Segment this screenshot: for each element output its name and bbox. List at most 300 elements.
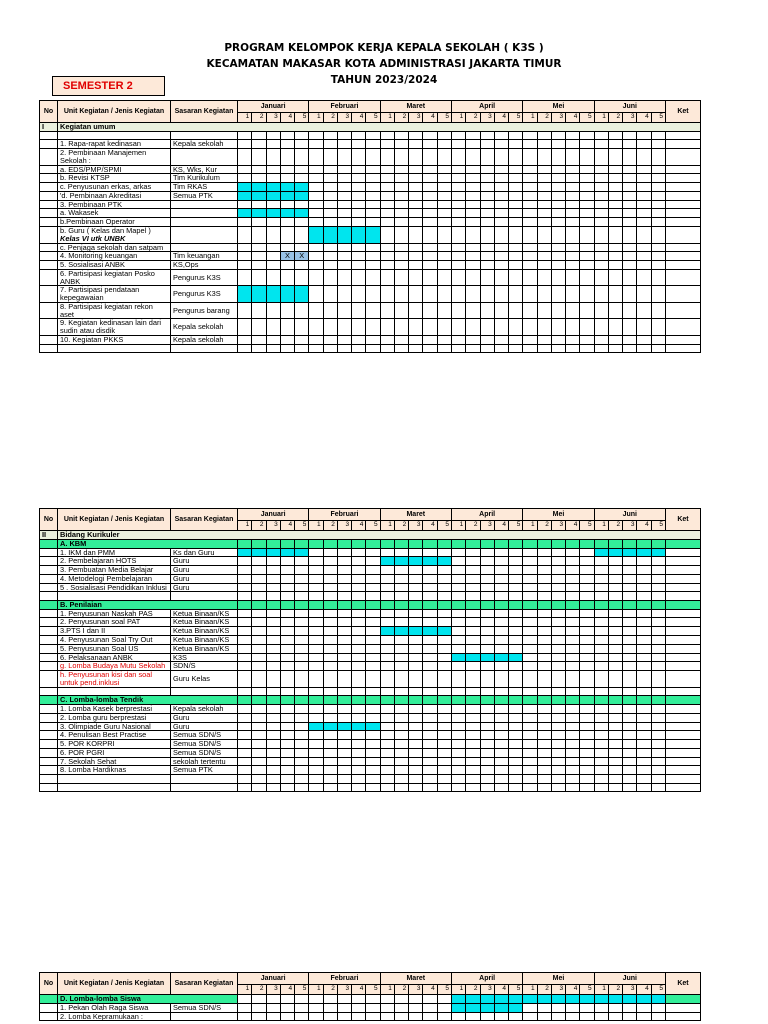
week-cell [238,183,252,192]
activity-target [171,209,238,218]
week-cell [380,557,394,566]
week-cell [651,644,665,653]
week-cell [266,574,280,583]
week-cell [380,671,394,688]
week-cell [337,671,351,688]
week-cell [309,995,323,1004]
week-cell [637,704,651,713]
week-cell [380,149,394,166]
header-week: 1 [309,521,323,531]
cell-no [40,183,58,192]
week-cell [380,269,394,286]
activity-label [58,740,171,749]
week-cell [637,713,651,722]
week-cell [323,252,337,261]
empty-cell [566,775,580,784]
week-cell [523,574,537,583]
cell-no [40,200,58,209]
activity-target: Tim RKAS [171,183,238,192]
week-cell [651,740,665,749]
week-cell [623,671,637,688]
week-cell [409,731,423,740]
empty-cell [40,592,58,601]
week-cell [637,243,651,252]
activity-label [58,218,171,227]
empty-cell [537,592,551,601]
table-row [40,261,701,270]
week-cell [651,748,665,757]
week-cell [337,243,351,252]
week-cell [594,286,608,303]
empty-cell [366,687,380,696]
week-cell [480,261,494,270]
activity-text: b. Revisi KTSP [60,173,110,183]
week-cell [480,557,494,566]
week-cell [537,704,551,713]
empty-cell [509,344,523,353]
week-cell [651,1003,665,1012]
empty-cell [494,592,508,601]
empty-cell [537,344,551,353]
week-cell [523,557,537,566]
header-week: 2 [466,113,480,123]
week-cell [608,319,622,336]
week-cell [252,740,266,749]
table-row [40,636,701,645]
week-cell [380,548,394,557]
week-cell [366,704,380,713]
week-cell [537,1012,551,1021]
week-cell [366,662,380,671]
week-cell [480,995,494,1004]
week-cell [280,766,294,775]
activity-target: Semua PTK [171,766,238,775]
week-cell [509,618,523,627]
week-cell [352,269,366,286]
week-cell [580,183,594,192]
week-cell [252,583,266,592]
header-week: 5 [580,985,594,995]
empty-cell [608,783,622,792]
week-cell [509,243,523,252]
activity-label [58,574,171,583]
empty-cell [323,131,337,140]
activity-target: Guru [171,583,238,592]
cell-no [40,165,58,174]
cell-no [40,261,58,270]
week-cell [637,557,651,566]
week-cell [238,583,252,592]
week-cell [551,335,565,344]
empty-cell [651,775,665,784]
week-cell [594,644,608,653]
activity-target: Tim keuangan [171,252,238,261]
table-row [40,740,701,749]
activity-label [58,757,171,766]
table-row [40,722,701,731]
week-cell [323,261,337,270]
week-cell [480,200,494,209]
table-row [40,696,701,705]
ket-cell [665,243,700,252]
activity-text: 1. Penyusunan Naskah PAS [60,609,153,618]
header-week: 3 [337,521,351,531]
week-cell [366,302,380,319]
ket-cell [665,539,700,548]
week-cell [451,252,465,261]
empty-cell [480,783,494,792]
week-cell [509,740,523,749]
week-cell [352,218,366,227]
activity-label [58,191,171,200]
empty-cell [451,783,465,792]
table-row [40,583,701,592]
header-ket: Ket [665,973,700,995]
week-cell [651,286,665,303]
week-cell [352,200,366,209]
week-cell [594,757,608,766]
empty-cell [394,592,408,601]
week-cell [252,627,266,636]
week-cell [551,227,565,244]
empty-cell [252,131,266,140]
week-cell [509,286,523,303]
week-cell [252,557,266,566]
week-cell [309,209,323,218]
week-cell [337,731,351,740]
week-cell [366,261,380,270]
header-week: 5 [437,985,451,995]
week-cell [366,609,380,618]
week-cell [580,995,594,1004]
week-cell [266,696,280,705]
week-cell [423,671,437,688]
week-cell [337,627,351,636]
week-cell [280,653,294,662]
week-cell [480,149,494,166]
week-cell [295,557,309,566]
week-cell [509,557,523,566]
cell-no [40,704,58,713]
week-cell [337,704,351,713]
empty-cell [551,775,565,784]
week-cell [266,671,280,688]
week-cell [280,574,294,583]
week-cell [337,140,351,149]
empty-cell [309,131,323,140]
week-cell [566,243,580,252]
empty-cell [566,592,580,601]
week-cell [623,704,637,713]
week-cell [394,1012,408,1021]
week-cell [651,618,665,627]
empty-cell [623,783,637,792]
week-cell [451,722,465,731]
week-cell [266,218,280,227]
week-cell [352,704,366,713]
week-cell [295,766,309,775]
week-cell [537,644,551,653]
activity-label [58,766,171,775]
table-row [40,548,701,557]
empty-cell [623,687,637,696]
week-cell [551,319,565,336]
week-cell [466,566,480,575]
week-cell [437,583,451,592]
week-cell [380,995,394,1004]
week-cell [466,600,480,609]
week-cell [494,149,508,166]
activity-note: Kelas VI utk UNBK [60,233,126,243]
week-cell [323,644,337,653]
week-cell [637,302,651,319]
week-cell [523,191,537,200]
empty-cell [466,592,480,601]
week-cell [309,748,323,757]
week-cell [238,600,252,609]
week-cell [309,548,323,557]
activity-target: Guru [171,566,238,575]
week-cell [537,722,551,731]
week-cell [409,319,423,336]
week-cell [451,995,465,1004]
week-cell [437,209,451,218]
activity-text: 1. Pekan Olah Raga Siswa [60,1003,149,1012]
week-cell [523,252,537,261]
week-cell [423,335,437,344]
week-cell [651,609,665,618]
week-cell [423,740,437,749]
week-cell [494,269,508,286]
week-cell [337,574,351,583]
week-cell [537,731,551,740]
week-cell [494,218,508,227]
empty-cell [309,775,323,784]
week-cell [295,644,309,653]
empty-cell [451,775,465,784]
table-row [40,557,701,566]
week-cell [394,704,408,713]
week-cell [409,766,423,775]
week-cell [423,713,437,722]
activity-text: a. Wakasek [60,208,99,218]
week-cell [480,757,494,766]
week-cell [480,636,494,645]
week-cell [451,713,465,722]
empty-cell [494,687,508,696]
week-cell [651,566,665,575]
week-cell [394,557,408,566]
header-week: 3 [266,113,280,123]
week-cell [295,995,309,1004]
empty-cell [58,592,171,601]
week-cell [608,583,622,592]
empty-cell [40,344,58,353]
week-cell [451,766,465,775]
week-cell [566,566,580,575]
empty-cell [537,687,551,696]
week-cell [608,252,622,261]
header-month: Maret [380,973,451,985]
activity-text: 1. Rapa-rapat kedinasan [60,139,141,149]
week-cell [423,557,437,566]
week-cell [466,636,480,645]
activity-target: Guru [171,722,238,731]
subsection-title: B. Penilaian [58,600,238,609]
week-cell [494,609,508,618]
table-row [40,539,701,548]
week-cell [437,218,451,227]
week-cell [366,269,380,286]
ket-cell [665,618,700,627]
week-cell [623,731,637,740]
week-cell [537,583,551,592]
week-cell [394,319,408,336]
week-cell [537,218,551,227]
week-cell [266,757,280,766]
week-cell [266,557,280,566]
empty-cell [651,592,665,601]
week-cell [409,269,423,286]
week-cell [394,218,408,227]
empty-cell [665,783,700,792]
week-cell [566,200,580,209]
empty-cell [366,344,380,353]
week-cell [409,149,423,166]
empty-cell [323,344,337,353]
activity-label [58,644,171,653]
week-cell [566,731,580,740]
week-cell [494,995,508,1004]
week-cell [266,662,280,671]
week-cell [580,662,594,671]
week-cell [366,731,380,740]
week-cell [594,1012,608,1021]
empty-cell [423,592,437,601]
week-cell [409,618,423,627]
week-cell [623,302,637,319]
week-cell [238,653,252,662]
week-cell [566,671,580,688]
week-cell [480,243,494,252]
activity-label [58,302,171,319]
week-cell [494,539,508,548]
week-cell [523,636,537,645]
week-cell [480,740,494,749]
week-cell [266,1012,280,1021]
week-cell [337,557,351,566]
activity-text: 4. Penulisan Best Practise [60,730,147,740]
week-cell [238,618,252,627]
week-cell [494,731,508,740]
activity-text: c. Penjaga sekolah dan satpam [60,243,164,252]
week-cell [323,548,337,557]
week-cell [523,200,537,209]
week-cell [252,539,266,548]
cell-no [40,748,58,757]
week-cell [323,713,337,722]
week-cell [280,995,294,1004]
week-cell [409,583,423,592]
cell-no [40,609,58,618]
table-row [40,618,701,627]
activity-label [58,636,171,645]
week-cell [608,574,622,583]
week-cell [480,644,494,653]
week-cell [295,713,309,722]
week-cell [537,269,551,286]
week-cell [437,140,451,149]
empty-cell [494,775,508,784]
empty-cell [608,775,622,784]
week-cell [252,748,266,757]
ket-cell [665,165,700,174]
week-cell [252,766,266,775]
week-cell [423,757,437,766]
week-cell [566,209,580,218]
empty-cell [409,131,423,140]
week-cell [380,583,394,592]
week-cell [423,243,437,252]
week-cell [608,140,622,149]
empty-cell [665,592,700,601]
week-cell [480,218,494,227]
header-month: April [451,509,522,521]
week-cell [409,662,423,671]
week-cell [451,731,465,740]
subsection-title: A. KBM [58,539,238,548]
empty-cell [523,344,537,353]
week-cell [580,671,594,688]
empty-cell [380,592,394,601]
empty-cell [423,687,437,696]
activity-target: Ks dan Guru [171,548,238,557]
week-cell [309,1003,323,1012]
activity-label [58,704,171,713]
activity-target: Semua SDN/S [171,731,238,740]
activity-label [58,713,171,722]
empty-cell [58,131,171,140]
week-cell [494,174,508,183]
activity-label [58,662,171,671]
week-cell [651,600,665,609]
week-cell [566,696,580,705]
empty-cell [466,344,480,353]
week-cell [366,252,380,261]
empty-cell [637,783,651,792]
week-cell [366,653,380,662]
week-cell [252,662,266,671]
week-cell [480,1012,494,1021]
week-cell [380,1012,394,1021]
week-cell [309,140,323,149]
week-cell [323,1012,337,1021]
week-cell [566,140,580,149]
week-cell [280,609,294,618]
week-cell [637,218,651,227]
week-cell [238,218,252,227]
activity-target: Guru Kelas [171,671,238,688]
week-cell [323,696,337,705]
week-cell [637,269,651,286]
week-cell [352,302,366,319]
week-cell [252,671,266,688]
week-cell [566,319,580,336]
week-cell [394,269,408,286]
week-cell [537,671,551,688]
empty-cell [280,783,294,792]
week-cell [352,609,366,618]
